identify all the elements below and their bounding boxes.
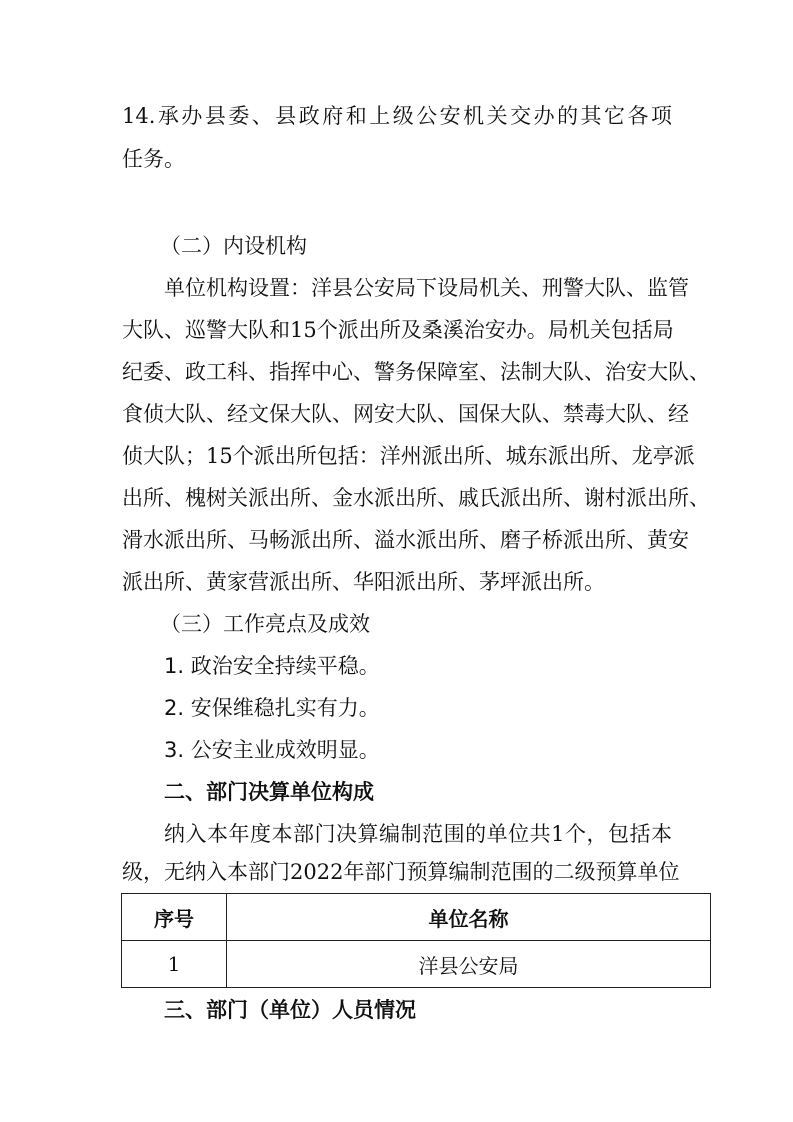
table-header-row — [122, 894, 711, 941]
heading-highlights: （三）工作亮点及成效 — [160, 612, 370, 636]
units-setup-line-8: 派出所、黄家营派出所、华阳派出所、茅坪派出所。 — [122, 570, 605, 594]
task-14-line-1: 14.承办县委、县政府和上级公安机关交办的其它各项 — [122, 104, 672, 128]
table-header-unit-name: 单位名称 — [227, 894, 711, 941]
table-row — [122, 941, 711, 988]
table-header-index: 序号 — [122, 894, 227, 941]
highlight-item-3: 3. 公安主业成效明显。 — [164, 738, 380, 762]
unit-table — [121, 893, 711, 988]
table-cell-index: 1 — [122, 941, 227, 988]
highlight-item-2: 2. 安保维稳扎实有力。 — [164, 696, 380, 720]
section-3-title: 三、部门（单位）人员情况 — [164, 998, 416, 1022]
task-14-line-2: 任务。 — [122, 147, 185, 171]
units-setup-line-5: 侦大队；15个派出所包括：洋州派出所、城东派出所、龙亭派 — [122, 444, 695, 468]
highlight-item-1: 1. 政治安全持续平稳。 — [164, 654, 380, 678]
heading-internal-structure: （二）内设机构 — [160, 234, 307, 258]
units-setup-line-3: 纪委、政工科、指挥中心、警务保障室、法制大队、治安大队、 — [122, 360, 710, 384]
units-setup-line-1: 单位机构设置：洋县公安局下设局机关、刑警大队、监管 — [164, 276, 689, 300]
units-setup-line-4: 食侦大队、经文保大队、网安大队、国保大队、禁毒大队、经 — [122, 402, 689, 426]
section-2-text-line-2: 级，无纳入本部门2022年部门预算编制范围的二级预算单位 — [122, 860, 680, 884]
table-cell-unit-name: 洋县公安局 — [227, 941, 711, 988]
units-setup-line-6: 出所、槐树关派出所、金水派出所、戚氏派出所、谢村派出所、 — [122, 486, 710, 510]
units-setup-line-2: 大队、巡警大队和15个派出所及桑溪治安办。局机关包括局 — [122, 318, 674, 342]
section-2-text-line-1: 纳入本年度本部门决算编制范围的单位共1个，包括本 — [164, 822, 672, 846]
section-2-title: 二、部门决算单位构成 — [164, 780, 374, 804]
units-setup-line-7: 滑水派出所、马畅派出所、溢水派出所、磨子桥派出所、黄安 — [122, 528, 689, 552]
